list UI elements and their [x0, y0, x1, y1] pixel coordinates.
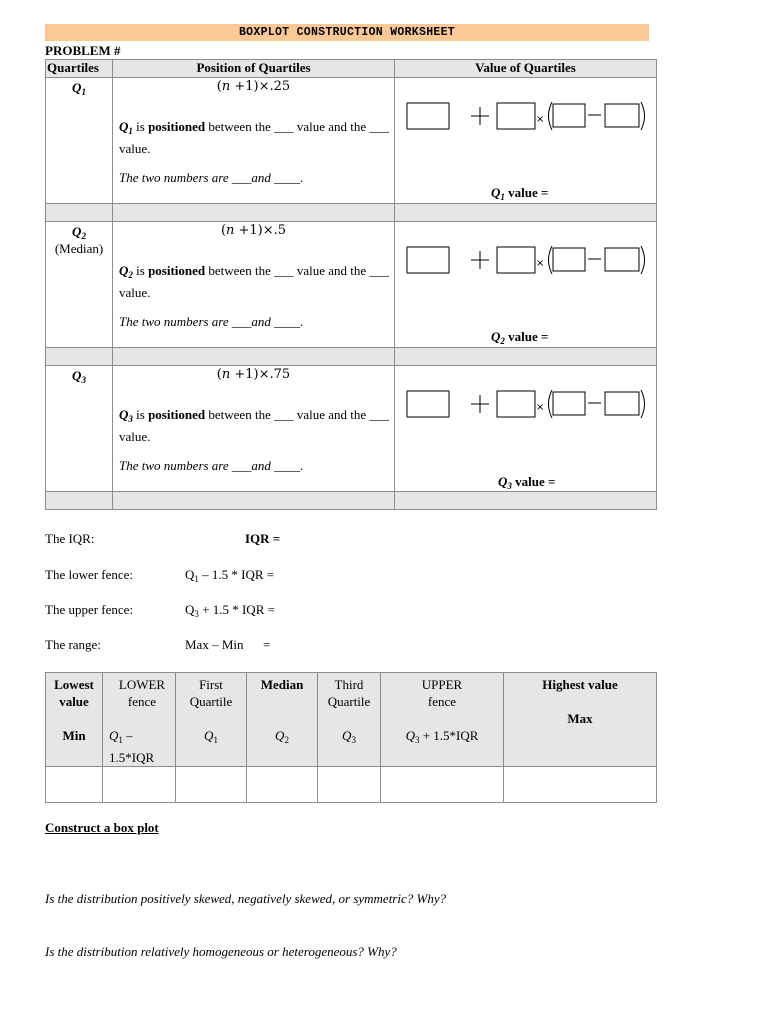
range-line: The range: Max – Min =: [45, 637, 271, 652]
svg-text:×: ×: [536, 258, 545, 269]
five-number-summary-table: [45, 672, 657, 803]
answer-cell[interactable]: [46, 767, 103, 803]
answer-cell[interactable]: [247, 767, 318, 803]
position-cell: [113, 78, 395, 204]
quartile-row-q2: [46, 222, 657, 348]
position-text: $Q_1$ is positioned between the ___ value and the ___ value.: [119, 119, 389, 156]
quartile-value-label: $Q_2$ value =: [491, 329, 549, 346]
position-formula: (n +1)×.5: [220, 223, 287, 238]
quartile-row-q3: [46, 366, 657, 492]
construct-box-plot-heading: Construct a box plot: [45, 820, 159, 835]
answer-cell[interactable]: [318, 767, 381, 803]
quartile-value-label: $Q_3$ value =: [498, 474, 556, 491]
worksheet-title: BOXPLOT CONSTRUCTION WORKSHEET: [45, 24, 649, 41]
quartile-value-label: $Q_1$ value =: [491, 185, 549, 202]
question-skewness: Is the distribution positively skewed, negatively skewed, or symmetric? Why?: [45, 891, 447, 906]
quartile-label-cell: $Q_1$: [46, 78, 113, 204]
quartile-label-cell: $Q_2$ (Median): [46, 222, 113, 348]
quartiles-table: [45, 59, 657, 510]
spacer-row: [46, 492, 657, 510]
svg-text:×: ×: [536, 402, 545, 413]
answer-cell[interactable]: [504, 767, 657, 803]
spacer-row: [46, 348, 657, 366]
quartile-formula-boxes: [405, 100, 650, 132]
header-quartiles: Quartiles: [46, 60, 113, 78]
quartile-formula-boxes: [405, 244, 650, 276]
spacer-row: [46, 204, 657, 222]
header-value: Value of Quartiles: [395, 60, 657, 78]
position-cell: [113, 366, 395, 492]
answer-cell[interactable]: [103, 767, 176, 803]
position-note: The two numbers are ___and ____.: [119, 458, 304, 473]
col-lower-fence: LOWER fence $Q_1$ – 1.5*IQR: [103, 673, 176, 767]
position-formula: (n +1)×.75: [216, 367, 291, 382]
value-cell: [395, 222, 657, 348]
value-cell: [395, 78, 657, 204]
position-text: $Q_2$ is positioned between the ___ value and the ___ value.: [119, 263, 389, 300]
col-first-quartile: First Quartile $Q_1$: [176, 673, 247, 767]
value-cell: [395, 366, 657, 492]
answer-cell[interactable]: [176, 767, 247, 803]
header-position: Position of Quartiles: [113, 60, 395, 78]
problem-label: PROBLEM #: [45, 43, 121, 58]
iqr-line: The IQR: IQR =: [45, 531, 281, 546]
col-upper-fence: UPPER fence $Q_3 + 1.5*IQR$: [381, 673, 504, 767]
col-third-quartile: Third Quartile $Q_3$: [318, 673, 381, 767]
col-highest-value: Highest value Max: [504, 673, 657, 767]
answer-cell[interactable]: [381, 767, 504, 803]
lower-fence-line: The lower fence: $Q_1 - 1.5$ * IQR =: [45, 567, 275, 584]
upper-fence-line: The upper fence: $Q_3 + 1.5$ * IQR =: [45, 602, 275, 619]
position-text: $Q_3$ is positioned between the ___ value and the ___ value.: [119, 407, 389, 444]
median-label: (Median): [54, 241, 104, 256]
question-homogeneity: Is the distribution relatively homogeneous or heterogeneous? Why?: [45, 944, 397, 959]
position-note: The two numbers are ___and ____.: [119, 170, 304, 185]
col-lowest-value: Lowest value Min: [46, 673, 103, 767]
quartile-label-cell: $Q_3$: [46, 366, 113, 492]
position-formula: (n +1)×.25: [216, 79, 291, 94]
svg-text:×: ×: [536, 114, 545, 125]
summary-answer-row: [46, 767, 657, 803]
position-cell: [113, 222, 395, 348]
col-median: Median $Q_2$: [247, 673, 318, 767]
quartile-formula-boxes: [405, 388, 650, 420]
quartile-row-q1: [46, 78, 657, 204]
position-note: The two numbers are ___and ____.: [119, 314, 304, 329]
